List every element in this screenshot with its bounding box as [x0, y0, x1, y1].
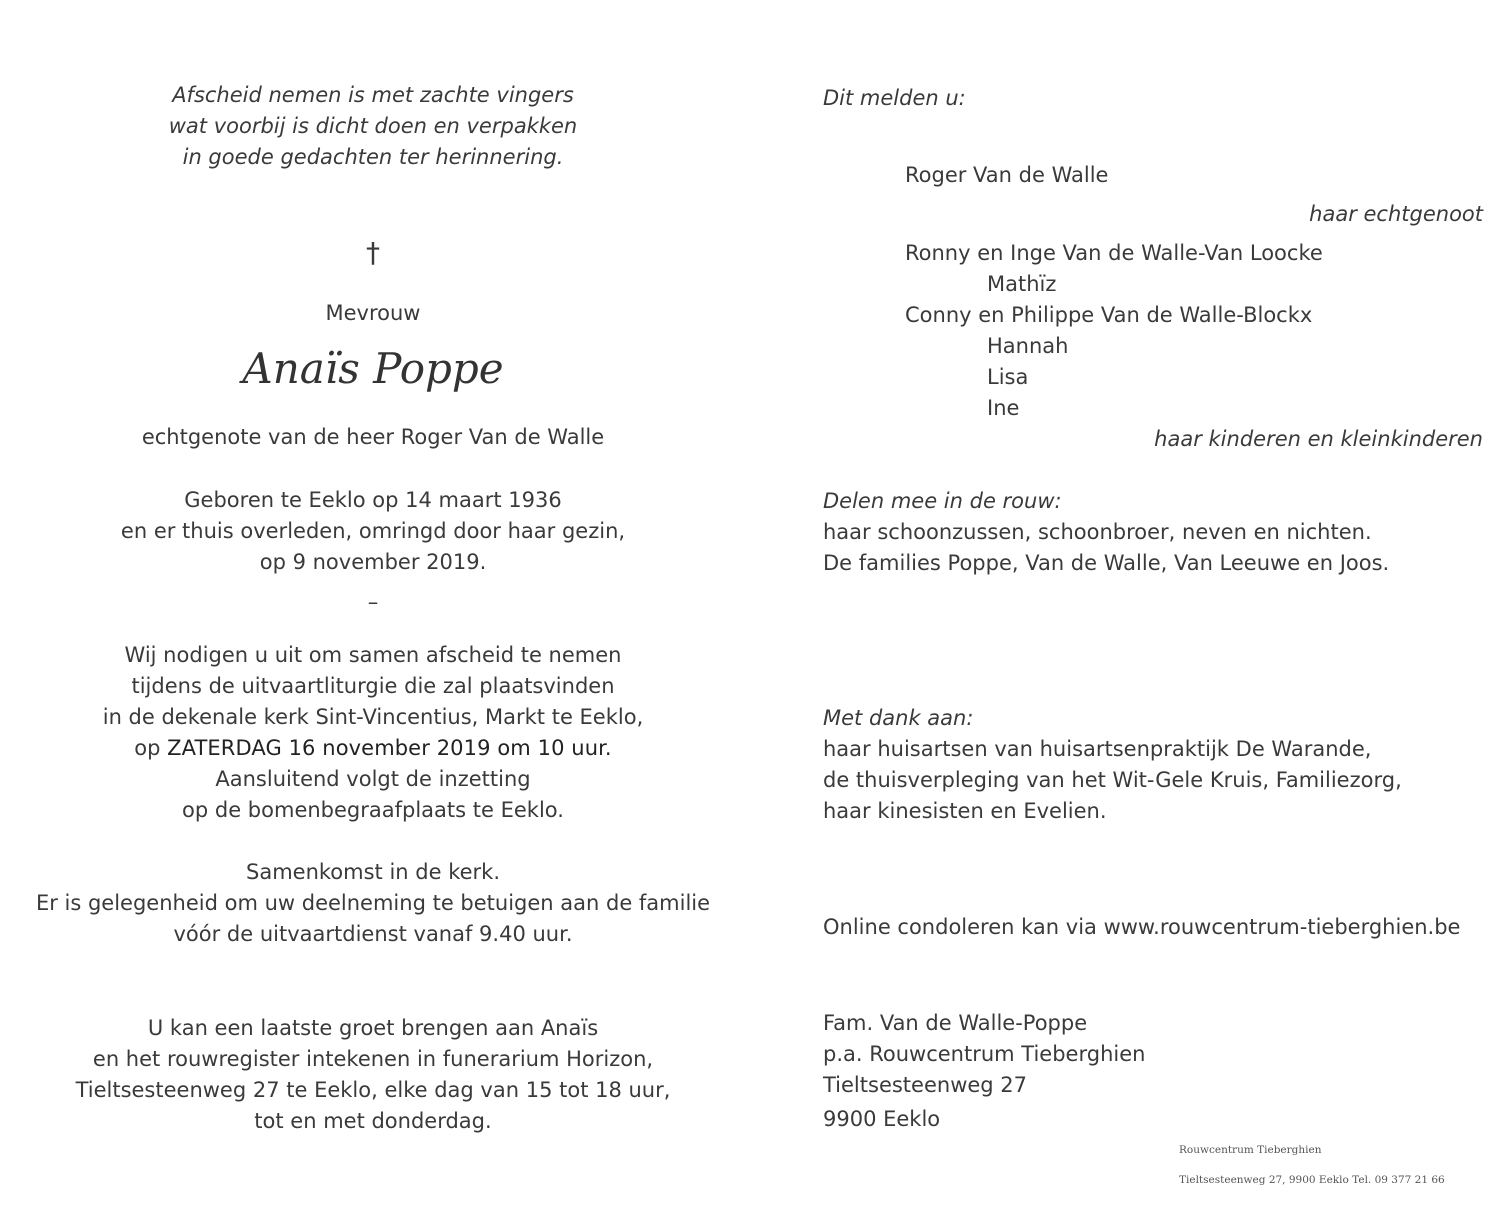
birth-death-line: Geboren te Eeklo op 14 maart 1936: [184, 488, 562, 512]
poem-line: Afscheid nemen is met zachte vingers: [172, 83, 574, 107]
spouse-name-block: [905, 160, 1483, 191]
intro-block: [823, 83, 1483, 114]
address-line: p.a. Rouwcentrum Tieberghien: [823, 1042, 1146, 1066]
thanks-block: [823, 703, 1483, 827]
invitation-line: in de dekenale kerk Sint-Vincentius, Markt te Eeklo,: [102, 705, 644, 729]
spouse-role-block: [823, 199, 1483, 230]
deceased-name: Anaïs Poppe: [242, 344, 504, 393]
invitation-line: tijdens de uitvaartliturgie die zal plaatsvinden: [131, 674, 615, 698]
address-line: Tieltsesteenweg 27: [823, 1073, 1028, 1097]
spouse-block: [30, 422, 716, 453]
honorific: Mevrouw: [325, 301, 421, 325]
grandchild-name: Lisa: [987, 365, 1029, 389]
visit-line: Tieltsesteenweg 27 te Eeklo, elke dag van 15 tot 18 uur,: [75, 1078, 671, 1102]
visit-line: U kan een laatste groet brengen aan Anaïs: [147, 1016, 599, 1040]
poem: [30, 80, 716, 173]
invitation-line: Wij nodigen u uit om samen afscheid te nemen: [124, 643, 622, 667]
birth-death-block: [30, 485, 716, 578]
grandchild-name: Mathïz: [987, 272, 1057, 296]
spouse-line: echtgenote van de heer Roger Van de Walle: [141, 425, 605, 449]
poem-line: wat voorbij is dicht doen en verpakken: [168, 114, 578, 138]
thanks-line: haar kinesisten en Evelien.: [823, 799, 1107, 823]
mourning-block: [823, 486, 1483, 579]
grandchild-name: Hannah: [987, 334, 1069, 358]
invitation-line: Aansluitend volgt de inzetting: [215, 767, 531, 791]
meeting-line: vóór de uitvaartdienst vanaf 9.40 uur.: [173, 922, 573, 946]
online-condolence-text: Online condoleren kan via www.rouwcentrum-tieberghien.be: [823, 915, 1461, 939]
meeting-block: [30, 857, 716, 950]
family-name: Ronny en Inge Van de Walle-Van Loocke: [905, 241, 1323, 265]
funeral-home-footer: [1179, 1140, 1445, 1190]
invitation-line: op de bomenbegraafplaats te Eeklo.: [182, 798, 564, 822]
family-address-block: [823, 1008, 1483, 1135]
cross-icon: †: [366, 236, 380, 269]
mourning-line: haar schoonzussen, schoonbroer, neven en nichten.: [823, 520, 1372, 544]
thanks-line: haar huisartsen van huisartsenpraktijk De Warande,: [823, 737, 1372, 761]
spouse-role: haar echtgenoot: [1309, 202, 1483, 226]
visit-line: en het rouwregister intekenen in funerarium Horizon,: [92, 1047, 654, 1071]
invitation-block: [30, 640, 716, 826]
meeting-line: Er is gelegenheid om uw deelneming te betuigen aan de familie: [35, 891, 711, 915]
children-role: haar kinderen en kleinkinderen: [1154, 427, 1483, 451]
thanks-heading: Met dank aan:: [823, 706, 974, 730]
intro-text: Dit melden u:: [823, 86, 966, 110]
online-condolence-block: [823, 912, 1483, 943]
family-name: Conny en Philippe Van de Walle-Blockx: [905, 303, 1313, 327]
title-block: [30, 298, 716, 329]
thanks-line: de thuisverpleging van het Wit-Gele Kruis, Familiezorg,: [823, 768, 1402, 792]
invitation-date-prefix: op: [134, 736, 168, 760]
visit-block: [30, 1013, 716, 1137]
address-line: Fam. Van de Walle-Poppe: [823, 1011, 1088, 1035]
spouse-name: Roger Van de Walle: [905, 163, 1109, 187]
birth-death-line: en er thuis overleden, omringd door haar gezin,: [120, 519, 626, 543]
mourning-heading: Delen mee in de rouw:: [823, 489, 1062, 513]
poem-line: in goede gedachten ter herinnering.: [182, 145, 564, 169]
address-line: 9900 Eeklo: [823, 1107, 941, 1131]
children-block: [905, 238, 1483, 424]
children-role-block: [823, 424, 1483, 455]
funeral-home-name: Rouwcentrum Tieberghien: [1179, 1144, 1322, 1156]
funeral-home-contact: Tieltsesteenweg 27, 9900 Eeklo Tel. 09 377 21 66: [1179, 1174, 1445, 1186]
birth-death-line: op 9 november 2019.: [259, 550, 487, 574]
funeral-date: ZATERDAG 16 november 2019 om 10 uur.: [167, 736, 612, 760]
separator: –: [367, 590, 379, 614]
invitation-date-line: [30, 733, 716, 764]
meeting-line: Samenkomst in de kerk.: [246, 860, 500, 884]
grandchild-name: Ine: [987, 396, 1020, 420]
visit-line: tot en met donderdag.: [254, 1109, 492, 1133]
mourning-line: De families Poppe, Van de Walle, Van Leeuwe en Joos.: [823, 551, 1390, 575]
